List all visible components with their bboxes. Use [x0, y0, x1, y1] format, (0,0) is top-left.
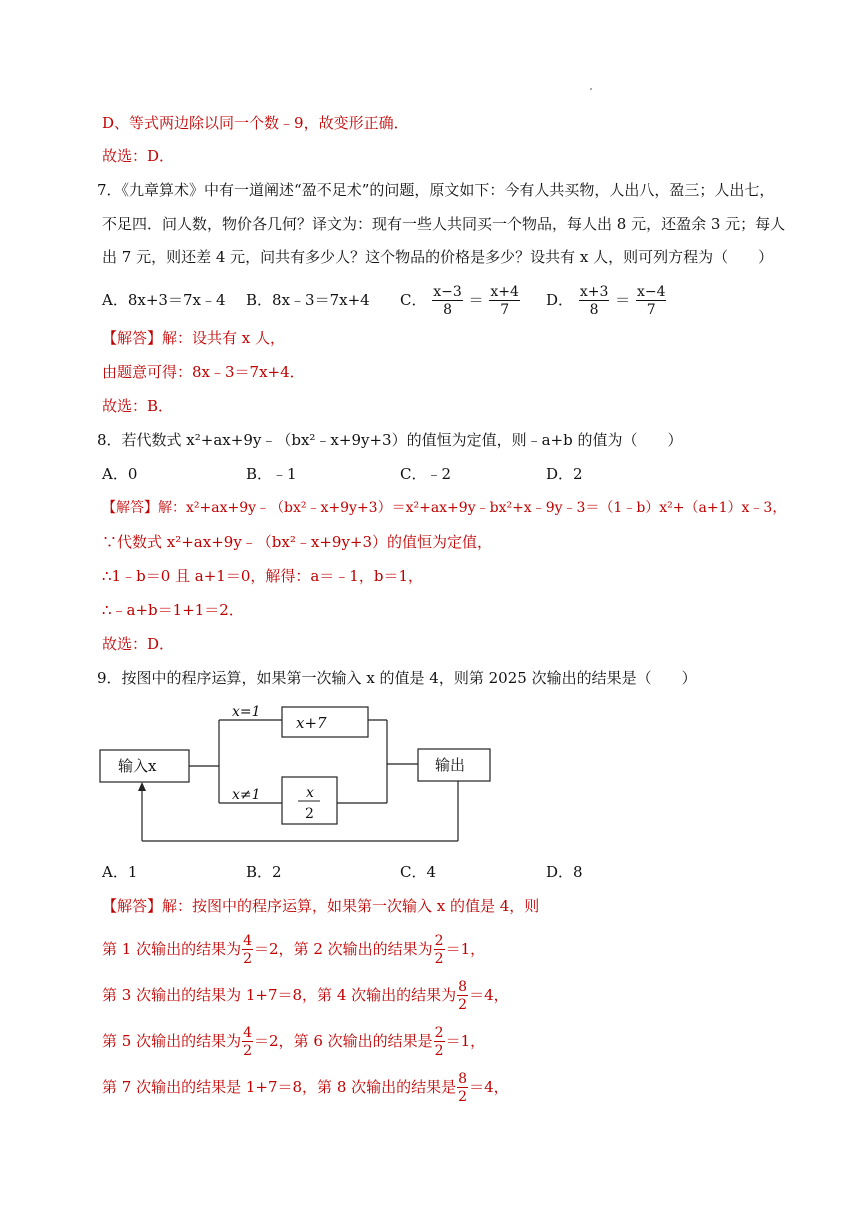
q8-solution-answer: 故选：D． [102, 635, 175, 653]
q8-stem: 8．若代数式 x²+ax+9y﹣（bx²﹣x+9y+3）的值恒为定值，则﹣a+b 的值为（ ） [97, 431, 683, 449]
scan-dot [590, 88, 592, 90]
q8-option-c: C．﹣2 [400, 465, 452, 483]
q9-option-a: A．1 [102, 863, 138, 881]
q7-solution-line2: 由题意可得：8x﹣3＝7x+4． [102, 363, 305, 381]
op-bottom-numerator: x [306, 785, 314, 801]
q9-solution-row2: 第 3 次输出的结果为 1+7＝8，第 4 次输出的结果为 $\frac{8}{2}$ ＝4， [102, 979, 509, 1013]
q7-stem-line2: 不足四．问人数，物价各几何？译文为：现有一些人共同买一个物品，每人出 8 元，还盈余 3 元；每人 [102, 215, 786, 233]
q9-solution-row1: 第 1 次输出的结果为 $\frac{4}{2}$ ＝2，第 2 次输出的结果为 $\frac{2}{2}$ ＝1， [102, 933, 486, 967]
q9-option-b: B．2 [246, 863, 282, 881]
q9-stem: 9．按图中的程序运算，如果第一次输入 x 的值是 4，则第 2025 次输出的结果是（ ） [97, 669, 697, 687]
op-top-label: x+7 [296, 714, 327, 732]
q8-option-a: A．0 [102, 465, 138, 483]
q9-option-c: C．4 [400, 863, 437, 881]
q7-solution-answer: 故选：B． [102, 397, 174, 415]
q9-solution-intro: 【解答】解：按图中的程序运算，如果第一次输入 x 的值是 4，则 [102, 897, 540, 915]
q8-option-d: D．2 [546, 465, 583, 483]
q7-option-c: C． $\frac{x-3}{8}$ ＝ $\frac{x+4}{7}$ [400, 284, 519, 318]
q7-stem-line3: 出 7 元，则还差 4 元，问共有多少人？这个物品的价格是多少？设共有 x 人，则可列方程为（ ） [102, 248, 774, 266]
q8-solution-line3: ∴1﹣b＝0 且 a+1＝0，解得：a＝﹣1，b＝1， [102, 567, 423, 585]
q8-solution-line2: ∵代数式 x²+ax+9y﹣（bx²﹣x+9y+3）的值恒为定值， [102, 533, 493, 551]
q7-option-a: A．8x+3＝7x﹣4 [102, 291, 226, 309]
q9-solution-row4: 第 7 次输出的结果是 1+7＝8，第 8 次输出的结果是 $\frac{8}{2}$ ＝4， [102, 1071, 509, 1105]
q6-explanation: D、等式两边除以同一个数﹣9，故变形正确． [102, 114, 409, 132]
branch-top-label: x=1 [232, 704, 261, 720]
program-flowchart [98, 700, 498, 845]
input-label: 输入x [118, 757, 157, 775]
q7-option-d: D． $\frac{x+3}{8}$ ＝ $\frac{x-4}{7}$ [546, 284, 666, 318]
q8-option-b: B．﹣1 [246, 465, 297, 483]
q7-stem-line1: 7．《九章算术》中有一道阐述“盈不足术”的问题，原文如下：今有人共买物，人出八，盈三；人出七， [97, 181, 775, 199]
q7-option-b: B．8x﹣3＝7x+4 [246, 291, 370, 309]
output-label: 输出 [435, 756, 466, 774]
op-bottom-denominator: 2 [305, 806, 314, 822]
q8-solution-line4: ∴﹣a+b＝1+1＝2． [102, 601, 244, 619]
q9-solution-row3: 第 5 次输出的结果为 $\frac{4}{2}$ ＝2，第 6 次输出的结果是 $\frac{2}{2}$ ＝1， [102, 1025, 486, 1059]
q9-option-d: D．8 [546, 863, 583, 881]
branch-bottom-label: x≠1 [232, 787, 261, 803]
q8-solution-line1: 【解答】解：x²+ax+9y﹣（bx²﹣x+9y+3）＝x²+ax+9y﹣bx²+x﹣9y﹣3＝（1﹣b）x²+（a+1）x﹣3， [102, 500, 787, 516]
q6-answer: 故选：D． [102, 147, 175, 165]
q7-solution-line1: 【解答】解：设共有 x 人， [102, 329, 285, 347]
